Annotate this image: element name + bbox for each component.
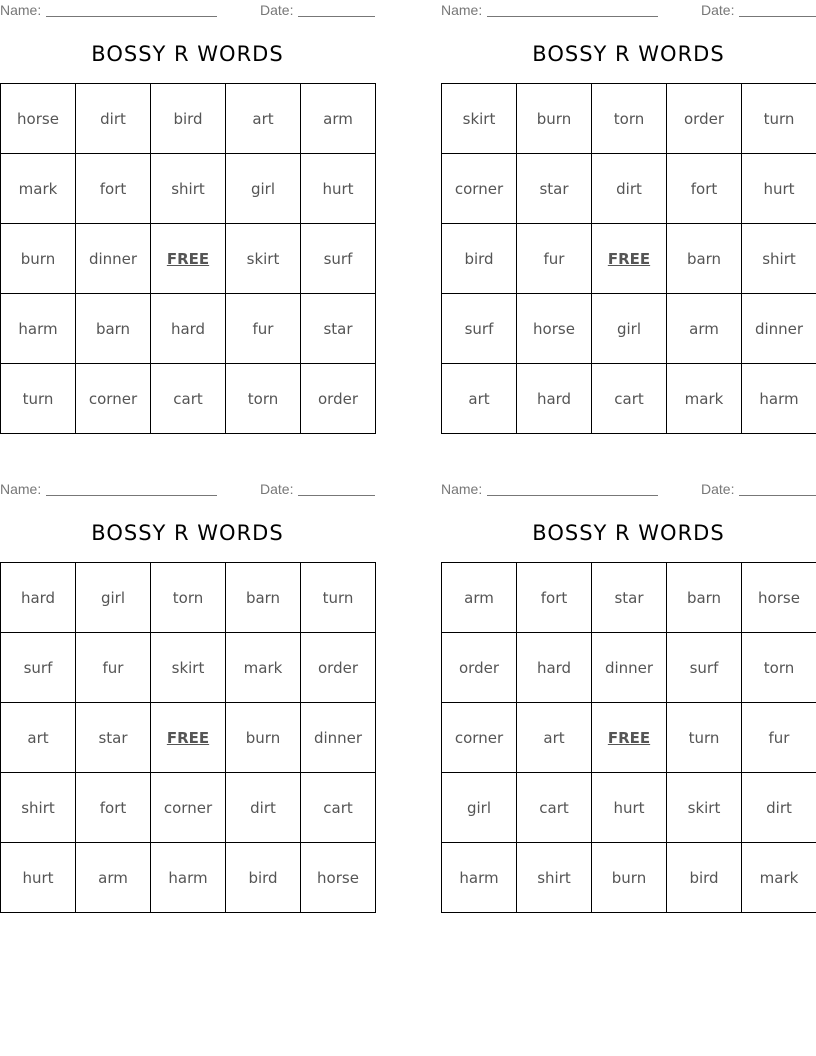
grid-cell: skirt — [226, 224, 301, 294]
free-space-cell: FREE — [151, 224, 226, 294]
grid-cell: cart — [592, 364, 667, 434]
name-field — [487, 495, 658, 496]
grid-cell: burn — [226, 703, 301, 773]
grid-row — [1, 364, 376, 434]
bingo-card-2 — [441, 0, 816, 440]
grid-cell: skirt — [667, 773, 742, 843]
card-header — [0, 0, 375, 20]
grid-row — [1, 563, 376, 633]
grid-cell: harm — [151, 843, 226, 913]
grid-cell: barn — [226, 563, 301, 633]
grid-cell: art — [226, 84, 301, 154]
name-label: Name: — [441, 481, 483, 497]
bingo-card-3 — [0, 479, 375, 919]
card-title: BOSSY R WORDS — [532, 521, 725, 545]
grid-cell: dinner — [301, 703, 376, 773]
grid-cell: fort — [76, 773, 151, 843]
grid-cell: torn — [226, 364, 301, 434]
grid-cell: hurt — [1, 843, 76, 913]
bingo-grid — [441, 562, 816, 913]
grid-cell: hard — [1, 563, 76, 633]
grid-cell: fort — [517, 563, 592, 633]
grid-row — [1, 633, 376, 703]
grid-cell: dirt — [226, 773, 301, 843]
grid-cell: dirt — [76, 84, 151, 154]
grid-cell: harm — [442, 843, 517, 913]
grid-cell: hard — [517, 633, 592, 703]
free-space-cell: FREE — [592, 703, 667, 773]
grid-cell: torn — [592, 84, 667, 154]
grid-cell: art — [442, 364, 517, 434]
grid-cell: girl — [592, 294, 667, 364]
grid-cell: harm — [1, 294, 76, 364]
grid-cell: skirt — [442, 84, 517, 154]
grid-cell: torn — [742, 633, 816, 703]
grid-row — [442, 773, 816, 843]
date-field — [739, 16, 816, 17]
name-label: Name: — [441, 2, 483, 18]
grid-row — [442, 224, 816, 294]
grid-cell: surf — [667, 633, 742, 703]
grid-row — [442, 154, 816, 224]
grid-cell: girl — [76, 563, 151, 633]
grid-row — [442, 843, 816, 913]
grid-cell: girl — [442, 773, 517, 843]
card-title: BOSSY R WORDS — [532, 42, 725, 66]
grid-cell: bird — [667, 843, 742, 913]
grid-cell: shirt — [151, 154, 226, 224]
grid-row — [1, 84, 376, 154]
free-space-cell: FREE — [151, 703, 226, 773]
grid-row — [1, 224, 376, 294]
name-field — [487, 16, 658, 17]
grid-cell: harm — [742, 364, 816, 434]
card-title: BOSSY R WORDS — [91, 42, 284, 66]
bingo-grid — [441, 83, 816, 434]
grid-cell: art — [517, 703, 592, 773]
card-header — [0, 479, 375, 499]
grid-cell: fort — [667, 154, 742, 224]
grid-cell: cart — [301, 773, 376, 843]
grid-cell: turn — [667, 703, 742, 773]
grid-cell: arm — [442, 563, 517, 633]
grid-cell: girl — [226, 154, 301, 224]
date-field — [739, 495, 816, 496]
name-field — [46, 16, 217, 17]
grid-cell: dinner — [76, 224, 151, 294]
grid-cell: corner — [442, 703, 517, 773]
grid-cell: bird — [226, 843, 301, 913]
grid-cell: burn — [592, 843, 667, 913]
grid-cell: burn — [1, 224, 76, 294]
grid-cell: horse — [301, 843, 376, 913]
free-space-cell: FREE — [592, 224, 667, 294]
grid-cell: mark — [226, 633, 301, 703]
bingo-card-1 — [0, 0, 375, 440]
date-label: Date: — [260, 481, 294, 497]
grid-cell: corner — [151, 773, 226, 843]
grid-cell: horse — [742, 563, 816, 633]
grid-cell: hard — [517, 364, 592, 434]
date-label: Date: — [701, 481, 735, 497]
grid-row — [442, 703, 816, 773]
grid-row — [1, 773, 376, 843]
grid-cell: star — [592, 563, 667, 633]
grid-cell: star — [76, 703, 151, 773]
grid-row — [442, 563, 816, 633]
grid-cell: dirt — [742, 773, 816, 843]
grid-row — [442, 633, 816, 703]
grid-cell: bird — [151, 84, 226, 154]
bingo-grid — [0, 562, 376, 913]
name-label: Name: — [0, 481, 42, 497]
date-label: Date: — [260, 2, 294, 18]
grid-cell: turn — [301, 563, 376, 633]
grid-cell: mark — [667, 364, 742, 434]
grid-cell: hurt — [592, 773, 667, 843]
grid-cell: surf — [442, 294, 517, 364]
grid-cell: skirt — [151, 633, 226, 703]
date-field — [298, 495, 375, 496]
bingo-grid — [0, 83, 376, 434]
grid-cell: mark — [1, 154, 76, 224]
date-label: Date: — [701, 2, 735, 18]
grid-cell: shirt — [742, 224, 816, 294]
grid-cell: fur — [226, 294, 301, 364]
date-field — [298, 16, 375, 17]
grid-cell: corner — [76, 364, 151, 434]
grid-row — [442, 84, 816, 154]
grid-row — [1, 843, 376, 913]
grid-cell: barn — [667, 224, 742, 294]
grid-row — [442, 294, 816, 364]
grid-cell: cart — [151, 364, 226, 434]
grid-cell: order — [301, 364, 376, 434]
grid-cell: horse — [1, 84, 76, 154]
card-header — [441, 0, 816, 20]
card-header — [441, 479, 816, 499]
grid-row — [1, 154, 376, 224]
grid-cell: arm — [667, 294, 742, 364]
grid-cell: hard — [151, 294, 226, 364]
bingo-card-4 — [441, 479, 816, 919]
grid-cell: surf — [1, 633, 76, 703]
grid-cell: fur — [742, 703, 816, 773]
grid-cell: dinner — [742, 294, 816, 364]
grid-row — [1, 294, 376, 364]
grid-cell: hurt — [742, 154, 816, 224]
grid-cell: dinner — [592, 633, 667, 703]
grid-cell: arm — [301, 84, 376, 154]
grid-cell: shirt — [517, 843, 592, 913]
grid-cell: star — [301, 294, 376, 364]
grid-cell: horse — [517, 294, 592, 364]
name-field — [46, 495, 217, 496]
grid-cell: star — [517, 154, 592, 224]
grid-cell: fort — [76, 154, 151, 224]
grid-cell: arm — [76, 843, 151, 913]
grid-cell: burn — [517, 84, 592, 154]
grid-cell: torn — [151, 563, 226, 633]
grid-cell: fur — [76, 633, 151, 703]
grid-cell: art — [1, 703, 76, 773]
grid-cell: turn — [742, 84, 816, 154]
grid-cell: cart — [517, 773, 592, 843]
grid-cell: turn — [1, 364, 76, 434]
grid-cell: corner — [442, 154, 517, 224]
grid-cell: surf — [301, 224, 376, 294]
grid-cell: barn — [667, 563, 742, 633]
grid-row — [442, 364, 816, 434]
grid-cell: shirt — [1, 773, 76, 843]
grid-cell: order — [301, 633, 376, 703]
name-label: Name: — [0, 2, 42, 18]
grid-cell: mark — [742, 843, 816, 913]
grid-row — [1, 703, 376, 773]
grid-cell: dirt — [592, 154, 667, 224]
grid-cell: barn — [76, 294, 151, 364]
grid-cell: hurt — [301, 154, 376, 224]
grid-cell: order — [442, 633, 517, 703]
grid-cell: fur — [517, 224, 592, 294]
grid-cell: order — [667, 84, 742, 154]
card-title: BOSSY R WORDS — [91, 521, 284, 545]
grid-cell: bird — [442, 224, 517, 294]
